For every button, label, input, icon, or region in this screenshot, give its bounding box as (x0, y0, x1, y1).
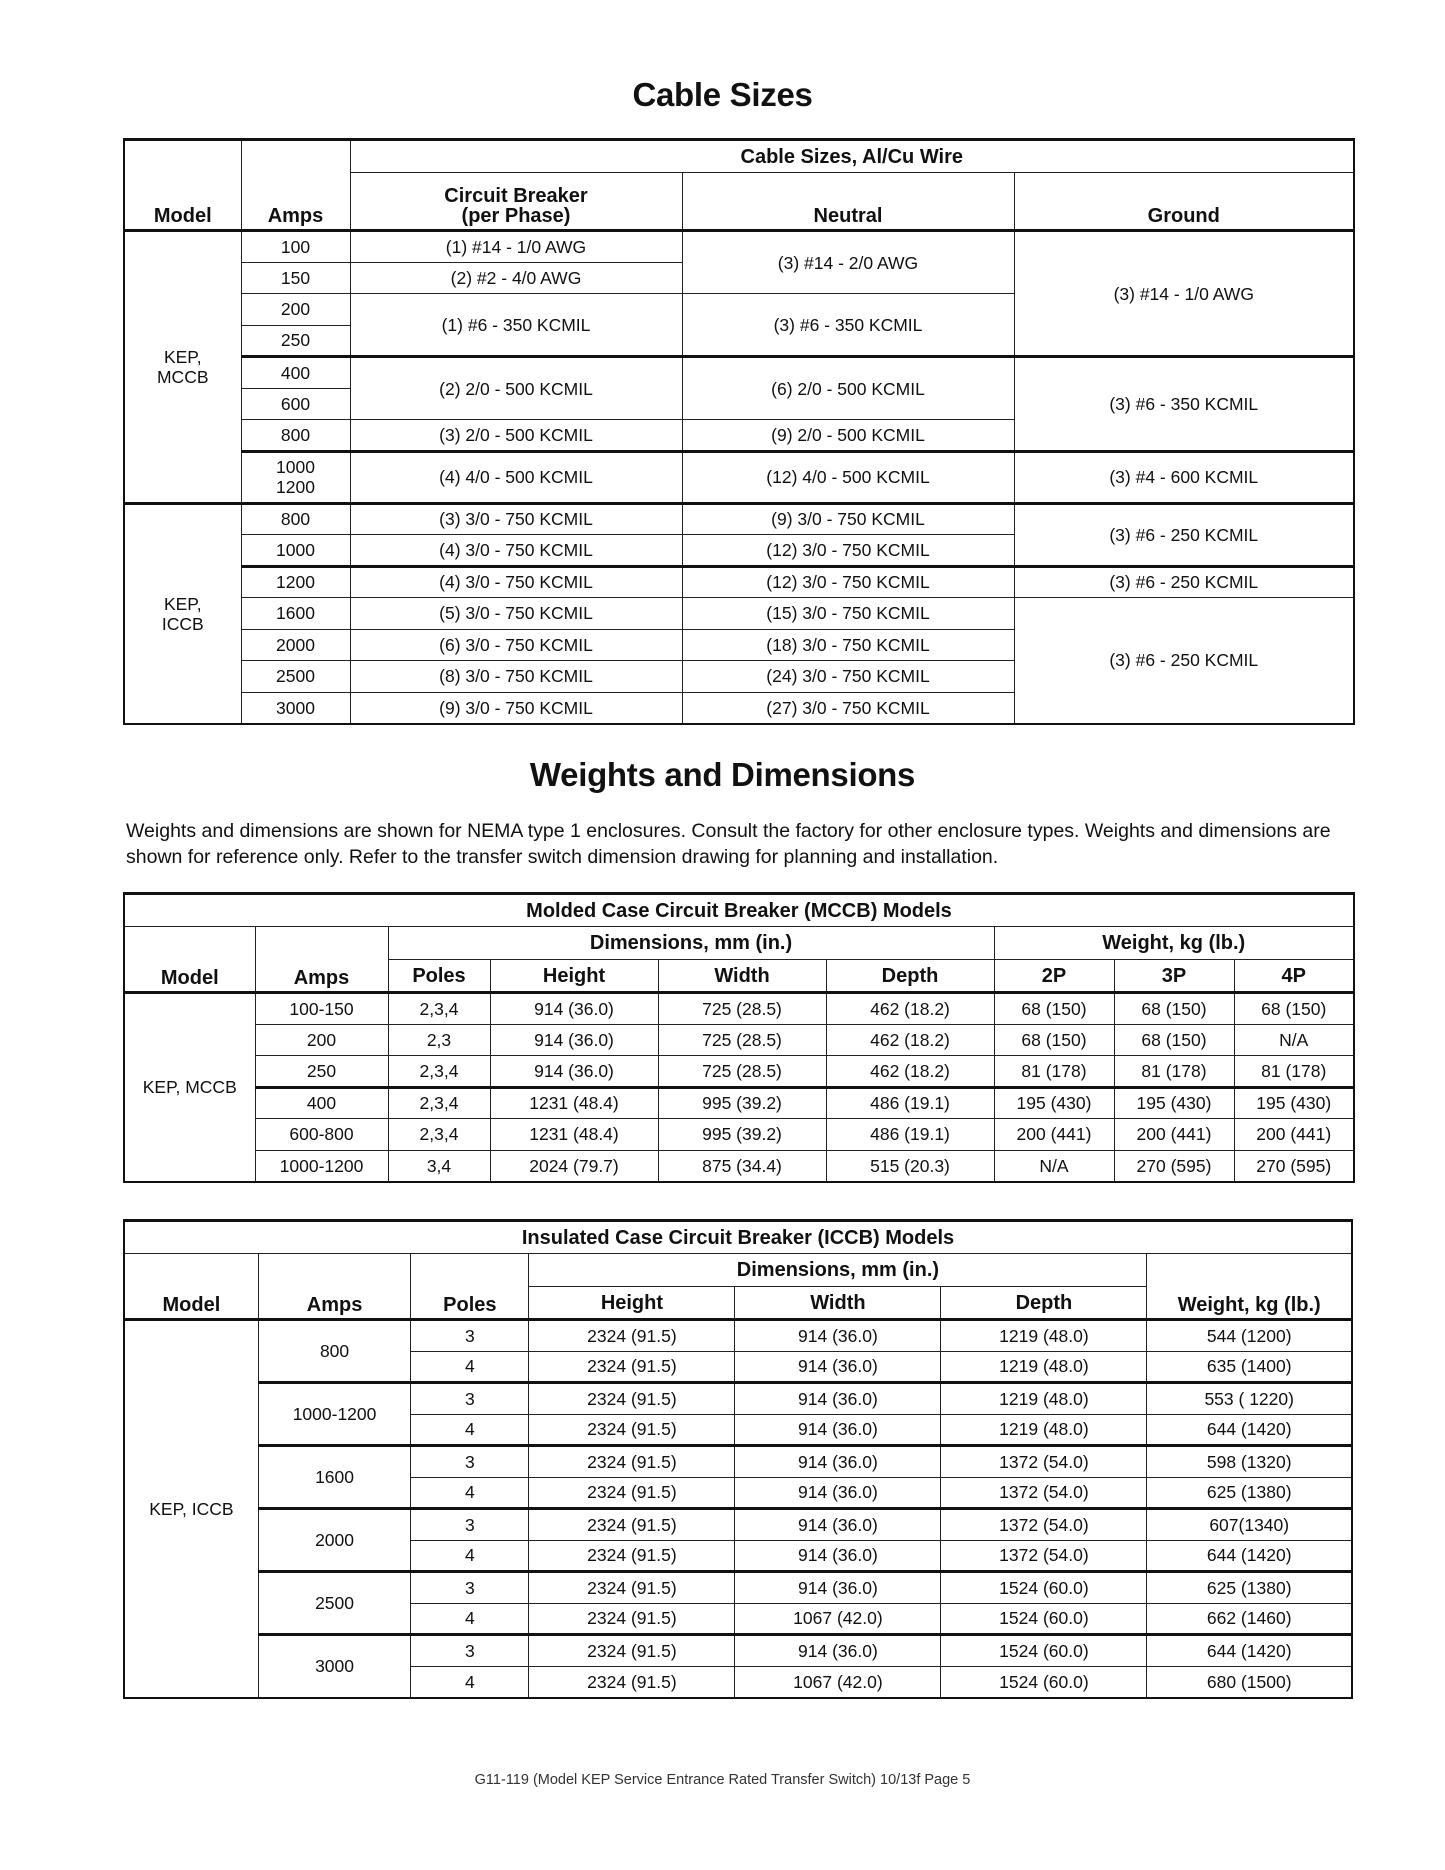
weight-cell: 644 (1420) (1147, 1414, 1352, 1446)
breaker-cell: (3) 2/0 - 500 KCMIL (350, 420, 682, 452)
weight-cell: 598 (1320) (1147, 1446, 1352, 1478)
depth-cell: 1524 (60.0) (941, 1572, 1147, 1604)
header-poles: Poles (388, 960, 490, 993)
width-cell: 995 (39.2) (658, 1119, 826, 1151)
breaker-cell: (2) #2 - 4/0 AWG (350, 262, 682, 294)
poles-cell: 2,3,4 (388, 1119, 490, 1151)
header-height: Height (490, 960, 658, 993)
width-cell: 914 (36.0) (735, 1540, 941, 1572)
amps-cell: 1600 (241, 598, 350, 630)
amps-cell: 200 (241, 294, 350, 326)
header-dimensions: Dimensions, mm (in.) (388, 927, 994, 960)
depth-cell: 1372 (54.0) (941, 1446, 1147, 1478)
poles-cell: 3 (411, 1320, 529, 1352)
amps-cell: 1600 (258, 1446, 410, 1509)
breaker-cell: (3) 3/0 - 750 KCMIL (350, 503, 682, 535)
table-row (124, 1320, 1352, 1352)
width-cell: 914 (36.0) (735, 1509, 941, 1541)
table-row (124, 503, 1354, 535)
depth-cell: 1372 (54.0) (941, 1477, 1147, 1509)
height-cell: 914 (36.0) (490, 1024, 658, 1056)
neutral-cell: (12) 3/0 - 750 KCMIL (682, 535, 1014, 567)
height-cell: 2324 (91.5) (529, 1509, 735, 1541)
weight-cell: 625 (1380) (1147, 1572, 1352, 1604)
depth-cell: 486 (19.1) (826, 1087, 994, 1119)
weight-cell: 553 ( 1220) (1147, 1383, 1352, 1415)
p4-cell: 195 (430) (1234, 1087, 1354, 1119)
table-row (124, 1056, 1354, 1088)
p2-cell: N/A (994, 1150, 1114, 1182)
table-row (124, 1383, 1352, 1415)
height-cell: 1231 (48.4) (490, 1087, 658, 1119)
header-depth: Depth (826, 960, 994, 993)
amps-cell: 2500 (241, 661, 350, 693)
header-3p: 3P (1114, 960, 1234, 993)
breaker-cell: (1) #6 - 350 KCMIL (350, 294, 682, 357)
header-neutral: Neutral (682, 173, 1014, 231)
depth-cell: 462 (18.2) (826, 1056, 994, 1088)
depth-cell: 1372 (54.0) (941, 1540, 1147, 1572)
model-cell: KEP, ICCB (124, 503, 241, 724)
neutral-cell: (12) 3/0 - 750 KCMIL (682, 566, 1014, 598)
height-cell: 2324 (91.5) (529, 1540, 735, 1572)
amps-cell: 800 (241, 503, 350, 535)
cable-sizes-title: Cable Sizes (632, 76, 813, 113)
poles-cell: 4 (411, 1603, 529, 1635)
width-cell: 914 (36.0) (735, 1383, 941, 1415)
width-cell: 725 (28.5) (658, 1024, 826, 1056)
neutral-cell: (6) 2/0 - 500 KCMIL (682, 357, 1014, 420)
p3-cell: 68 (150) (1114, 1024, 1234, 1056)
amps-cell: 600 (241, 388, 350, 420)
poles-cell: 3 (411, 1572, 529, 1604)
p2-cell: 81 (178) (994, 1056, 1114, 1088)
amps-cell: 100-150 (255, 993, 388, 1025)
breaker-cell: (9) 3/0 - 750 KCMIL (350, 692, 682, 724)
width-cell: 725 (28.5) (658, 993, 826, 1025)
amps-cell: 150 (241, 262, 350, 294)
model-cell: KEP, MCCB (124, 231, 241, 504)
poles-cell: 3 (411, 1446, 529, 1478)
iccb-caption: Insulated Case Circuit Breaker (ICCB) Models (124, 1221, 1352, 1254)
depth-cell: 462 (18.2) (826, 1024, 994, 1056)
width-cell: 875 (34.4) (658, 1150, 826, 1182)
table-row (124, 231, 1354, 263)
poles-cell: 4 (411, 1351, 529, 1383)
p3-cell: 195 (430) (1114, 1087, 1234, 1119)
height-cell: 2324 (91.5) (529, 1320, 735, 1352)
weight-cell: 544 (1200) (1147, 1320, 1352, 1352)
p4-cell: 68 (150) (1234, 993, 1354, 1025)
neutral-cell: (12) 4/0 - 500 KCMIL (682, 451, 1014, 503)
amps-cell: 250 (241, 325, 350, 357)
table-row (124, 1087, 1354, 1119)
ground-cell: (3) #4 - 600 KCMIL (1014, 451, 1354, 503)
weight-cell: 662 (1460) (1147, 1603, 1352, 1635)
table-row (124, 993, 1354, 1025)
depth-cell: 1219 (48.0) (941, 1414, 1147, 1446)
depth-cell: 515 (20.3) (826, 1150, 994, 1182)
height-cell: 2024 (79.7) (490, 1150, 658, 1182)
depth-cell: 1219 (48.0) (941, 1383, 1147, 1415)
table-row (124, 566, 1354, 598)
breaker-cell: (2) 2/0 - 500 KCMIL (350, 357, 682, 420)
amps-cell: 3000 (258, 1635, 410, 1698)
amps-cell: 2000 (258, 1509, 410, 1572)
depth-cell: 1524 (60.0) (941, 1635, 1147, 1667)
poles-cell: 4 (411, 1666, 529, 1698)
amps-cell: 400 (241, 357, 350, 389)
p2-cell: 68 (150) (994, 993, 1114, 1025)
width-cell: 914 (36.0) (735, 1320, 941, 1352)
depth-cell: 1219 (48.0) (941, 1320, 1147, 1352)
width-cell: 914 (36.0) (735, 1414, 941, 1446)
neutral-cell: (27) 3/0 - 750 KCMIL (682, 692, 1014, 724)
neutral-cell: (3) #6 - 350 KCMIL (682, 294, 1014, 357)
height-cell: 914 (36.0) (490, 1056, 658, 1088)
breaker-cell: (4) 4/0 - 500 KCMIL (350, 451, 682, 503)
header-weight: Weight, kg (lb.) (994, 927, 1354, 960)
neutral-cell: (18) 3/0 - 750 KCMIL (682, 629, 1014, 661)
model-cell: KEP, ICCB (124, 1320, 258, 1698)
table-row (124, 598, 1354, 630)
model-cell: KEP, MCCB (124, 993, 255, 1182)
poles-cell: 4 (411, 1540, 529, 1572)
height-cell: 2324 (91.5) (529, 1383, 735, 1415)
poles-cell: 3 (411, 1509, 529, 1541)
amps-cell: 200 (255, 1024, 388, 1056)
width-cell: 1067 (42.0) (735, 1603, 941, 1635)
p3-cell: 270 (595) (1114, 1150, 1234, 1182)
header-width: Width (735, 1287, 941, 1320)
header-model: Model (124, 1254, 258, 1320)
p2-cell: 200 (441) (994, 1119, 1114, 1151)
p3-cell: 81 (178) (1114, 1056, 1234, 1088)
amps-cell: 2500 (258, 1572, 410, 1635)
header-height: Height (529, 1287, 735, 1320)
breaker-cell: (4) 3/0 - 750 KCMIL (350, 566, 682, 598)
poles-cell: 3 (411, 1383, 529, 1415)
neutral-cell: (3) #14 - 2/0 AWG (682, 231, 1014, 294)
breaker-cell: (4) 3/0 - 750 KCMIL (350, 535, 682, 567)
height-cell: 2324 (91.5) (529, 1477, 735, 1509)
weight-cell: 680 (1500) (1147, 1666, 1352, 1698)
neutral-cell: (9) 2/0 - 500 KCMIL (682, 420, 1014, 452)
width-cell: 914 (36.0) (735, 1351, 941, 1383)
amps-cell: 1000 1200 (241, 451, 350, 503)
height-cell: 1231 (48.4) (490, 1119, 658, 1151)
neutral-cell: (9) 3/0 - 750 KCMIL (682, 503, 1014, 535)
header-model: Model (124, 927, 255, 993)
amps-cell: 1000-1200 (258, 1383, 410, 1446)
amps-cell: 100 (241, 231, 350, 263)
depth-cell: 1219 (48.0) (941, 1351, 1147, 1383)
height-cell: 2324 (91.5) (529, 1635, 735, 1667)
cable-sizes-table (123, 138, 1355, 725)
p2-cell: 68 (150) (994, 1024, 1114, 1056)
depth-cell: 1524 (60.0) (941, 1666, 1147, 1698)
amps-cell: 3000 (241, 692, 350, 724)
weights-dimensions-title: Weights and Dimensions (529, 756, 916, 793)
header-4p: 4P (1234, 960, 1354, 993)
mccb-caption: Molded Case Circuit Breaker (MCCB) Models (124, 894, 1354, 927)
height-cell: 2324 (91.5) (529, 1603, 735, 1635)
table-row (124, 1509, 1352, 1541)
p4-cell: 200 (441) (1234, 1119, 1354, 1151)
width-cell: 914 (36.0) (735, 1477, 941, 1509)
header-ground: Ground (1014, 173, 1354, 231)
width-cell: 914 (36.0) (735, 1635, 941, 1667)
iccb-models-table (123, 1219, 1353, 1699)
breaker-cell: (8) 3/0 - 750 KCMIL (350, 661, 682, 693)
header-amps: Amps (241, 140, 350, 231)
header-dimensions: Dimensions, mm (in.) (529, 1254, 1147, 1287)
page-footer: G11-119 (Model KEP Service Entrance Rated Transfer Switch) 10/13f Page 5 (474, 1772, 971, 1788)
header-circuit-breaker: Circuit Breaker (per Phase) (350, 173, 682, 231)
poles-cell: 3,4 (388, 1150, 490, 1182)
header-poles: Poles (411, 1254, 529, 1320)
poles-cell: 4 (411, 1477, 529, 1509)
header-amps: Amps (258, 1254, 410, 1320)
p4-cell: 81 (178) (1234, 1056, 1354, 1088)
table-row (124, 1635, 1352, 1667)
weight-cell: 607(1340) (1147, 1509, 1352, 1541)
header-model: Model (124, 140, 241, 231)
poles-cell: 2,3,4 (388, 1056, 490, 1088)
poles-cell: 2,3,4 (388, 1087, 490, 1119)
p3-cell: 200 (441) (1114, 1119, 1234, 1151)
header-cable-sizes-group: Cable Sizes, Al/Cu Wire (350, 140, 1354, 173)
amps-cell: 400 (255, 1087, 388, 1119)
header-width: Width (658, 960, 826, 993)
breaker-cell: (5) 3/0 - 750 KCMIL (350, 598, 682, 630)
intro-paragraph: Weights and dimensions are shown for NEMA type 1 enclosures. Consult the factory for other enclosure types. Weights and dimensions are shown for reference only. Refer to the transfer switch dimension drawing for planning and installation. (126, 820, 1331, 868)
weight-cell: 625 (1380) (1147, 1477, 1352, 1509)
depth-cell: 1524 (60.0) (941, 1603, 1147, 1635)
mccb-models-table (123, 892, 1355, 1183)
amps-cell: 2000 (241, 629, 350, 661)
ground-cell: (3) #6 - 350 KCMIL (1014, 357, 1354, 452)
height-cell: 914 (36.0) (490, 993, 658, 1025)
height-cell: 2324 (91.5) (529, 1572, 735, 1604)
neutral-cell: (24) 3/0 - 750 KCMIL (682, 661, 1014, 693)
weight-cell: 644 (1420) (1147, 1635, 1352, 1667)
width-cell: 914 (36.0) (735, 1446, 941, 1478)
amps-cell: 250 (255, 1056, 388, 1088)
table-row (124, 1119, 1354, 1151)
width-cell: 995 (39.2) (658, 1087, 826, 1119)
header-weight: Weight, kg (lb.) (1147, 1254, 1352, 1320)
p2-cell: 195 (430) (994, 1087, 1114, 1119)
weight-cell: 635 (1400) (1147, 1351, 1352, 1383)
table-row (124, 451, 1354, 503)
ground-cell: (3) #6 - 250 KCMIL (1014, 503, 1354, 566)
width-cell: 725 (28.5) (658, 1056, 826, 1088)
table-row (124, 1572, 1352, 1604)
amps-cell: 800 (258, 1320, 410, 1383)
width-cell: 914 (36.0) (735, 1572, 941, 1604)
breaker-cell: (1) #14 - 1/0 AWG (350, 231, 682, 263)
table-row (124, 357, 1354, 389)
width-cell: 1067 (42.0) (735, 1666, 941, 1698)
poles-cell: 2,3 (388, 1024, 490, 1056)
height-cell: 2324 (91.5) (529, 1351, 735, 1383)
ground-cell: (3) #14 - 1/0 AWG (1014, 231, 1354, 357)
header-amps: Amps (255, 927, 388, 993)
amps-cell: 800 (241, 420, 350, 452)
poles-cell: 2,3,4 (388, 993, 490, 1025)
ground-cell: (3) #6 - 250 KCMIL (1014, 566, 1354, 598)
table-row (124, 1150, 1354, 1182)
amps-cell: 1000 (241, 535, 350, 567)
height-cell: 2324 (91.5) (529, 1666, 735, 1698)
table-row (124, 1446, 1352, 1478)
depth-cell: 486 (19.1) (826, 1119, 994, 1151)
header-2p: 2P (994, 960, 1114, 993)
height-cell: 2324 (91.5) (529, 1414, 735, 1446)
neutral-cell: (15) 3/0 - 750 KCMIL (682, 598, 1014, 630)
depth-cell: 1372 (54.0) (941, 1509, 1147, 1541)
height-cell: 2324 (91.5) (529, 1446, 735, 1478)
amps-cell: 600-800 (255, 1119, 388, 1151)
header-depth: Depth (941, 1287, 1147, 1320)
amps-cell: 1000-1200 (255, 1150, 388, 1182)
table-row (124, 1024, 1354, 1056)
p4-cell: N/A (1234, 1024, 1354, 1056)
p3-cell: 68 (150) (1114, 993, 1234, 1025)
ground-cell: (3) #6 - 250 KCMIL (1014, 598, 1354, 724)
poles-cell: 4 (411, 1414, 529, 1446)
depth-cell: 462 (18.2) (826, 993, 994, 1025)
poles-cell: 3 (411, 1635, 529, 1667)
breaker-cell: (6) 3/0 - 750 KCMIL (350, 629, 682, 661)
p4-cell: 270 (595) (1234, 1150, 1354, 1182)
amps-cell: 1200 (241, 566, 350, 598)
weight-cell: 644 (1420) (1147, 1540, 1352, 1572)
